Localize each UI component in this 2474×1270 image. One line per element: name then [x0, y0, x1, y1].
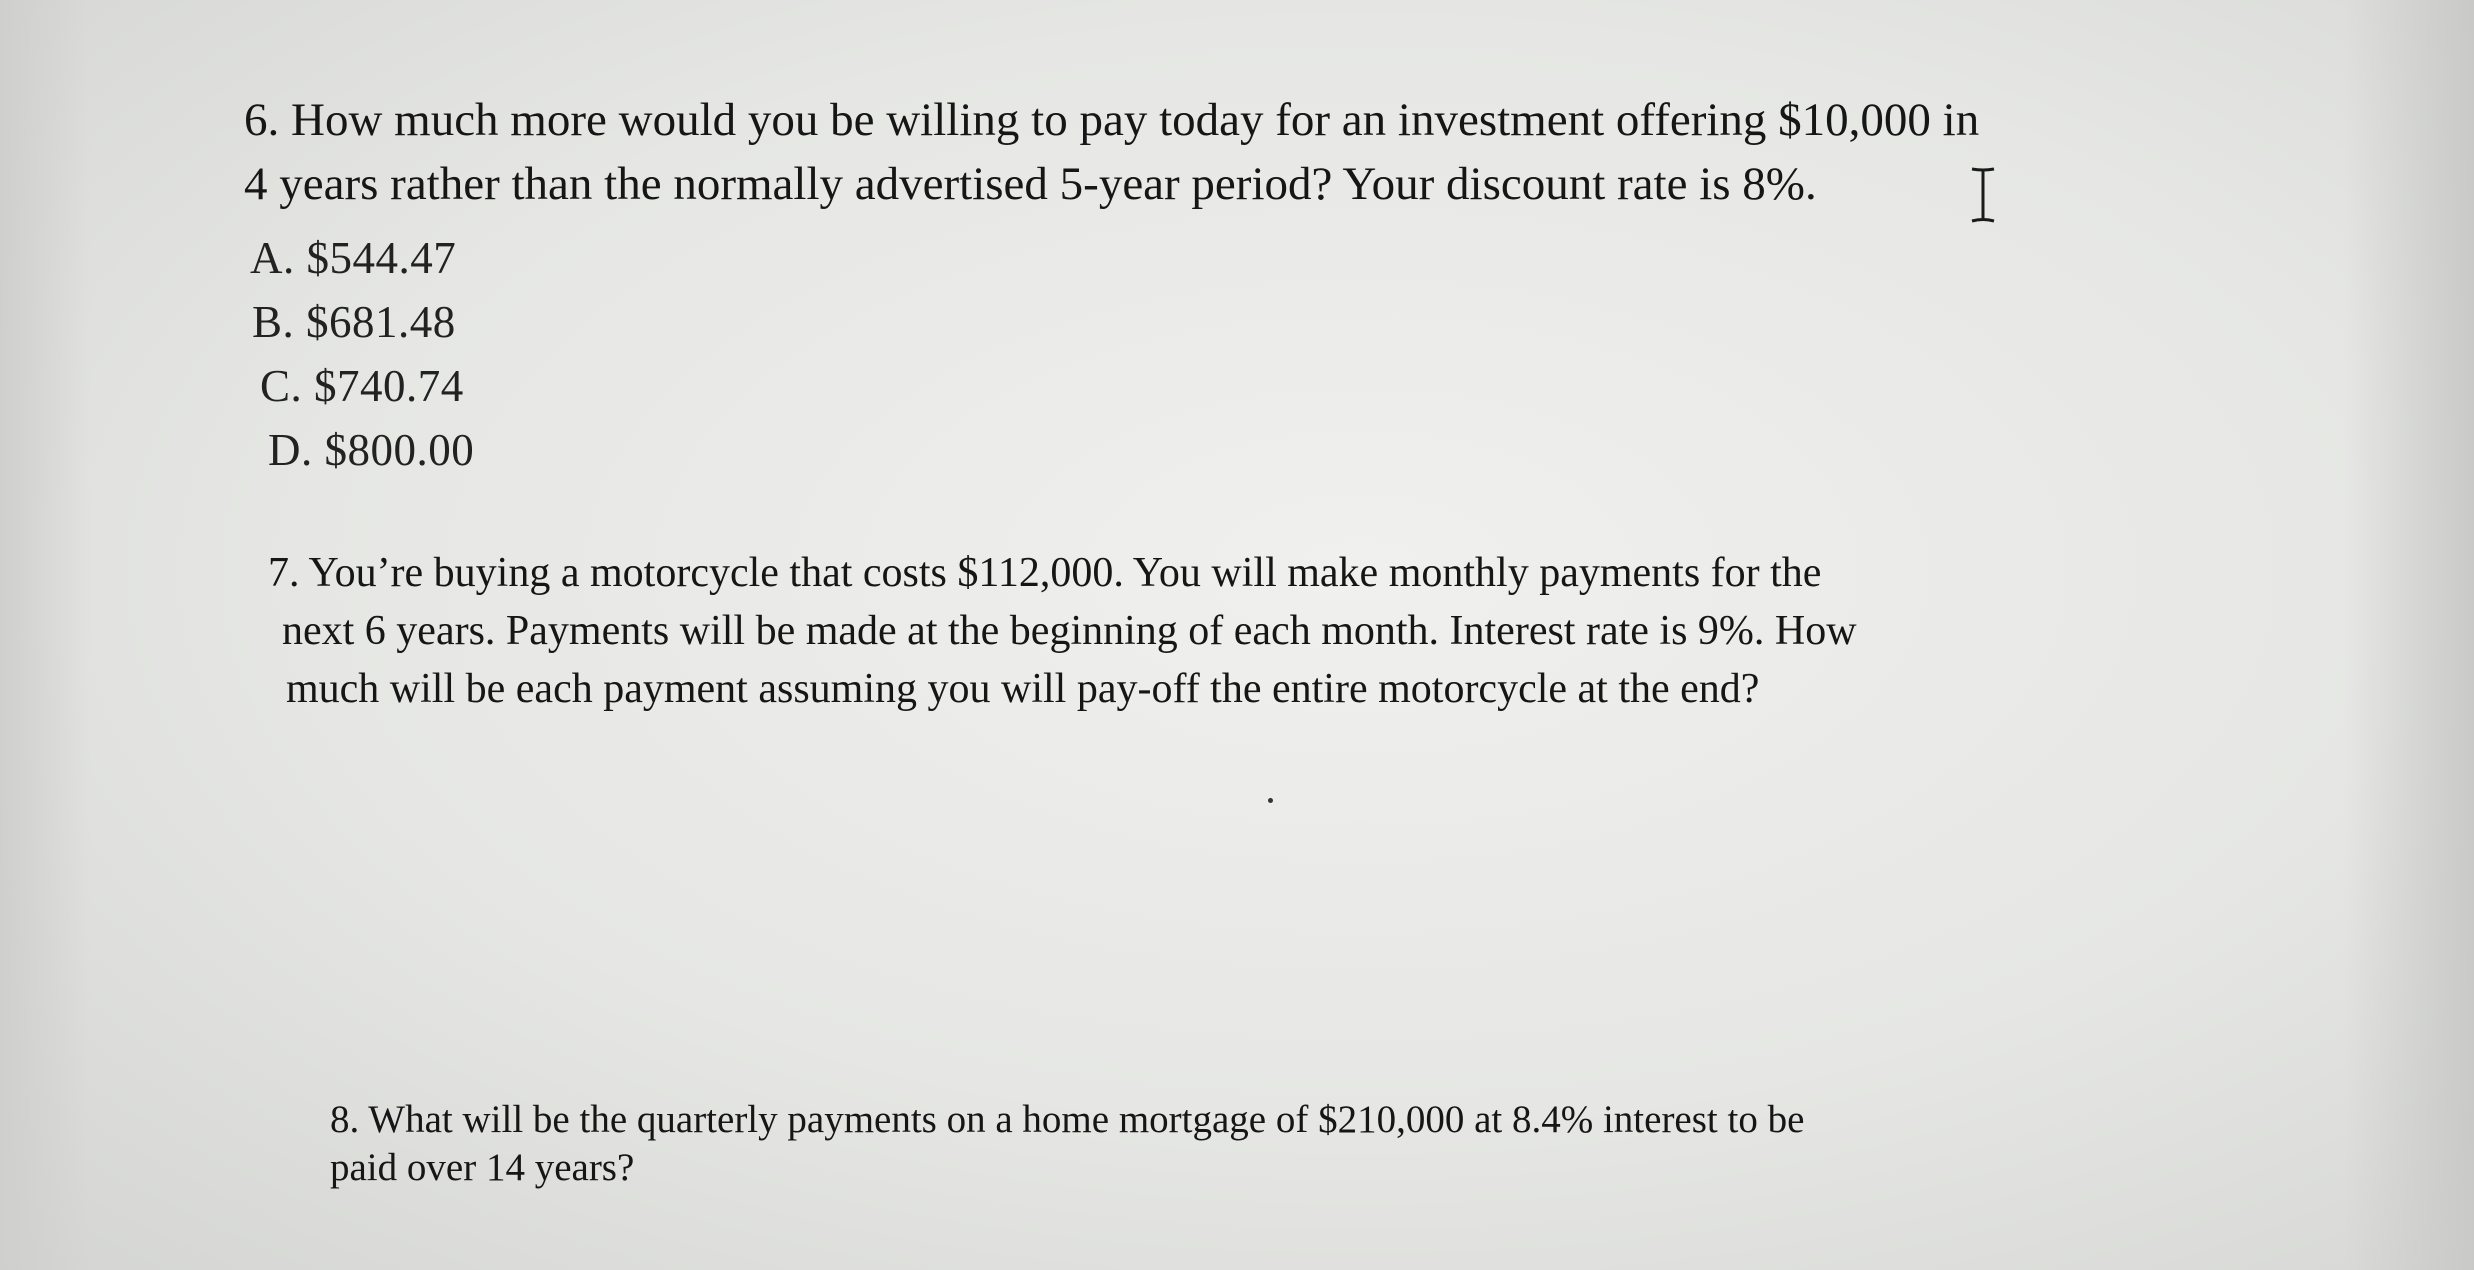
page-edge-right	[2344, 0, 2474, 1270]
text-cursor-icon	[1966, 165, 2000, 225]
option-b: B. $681.48	[252, 297, 456, 347]
question-7-line-1: 7. You’re buying a motorcycle that costs $112,000. You will make monthly payments for the	[268, 550, 1822, 596]
question-7	[268, 544, 2168, 718]
question-6-options	[250, 226, 474, 482]
page-shadow-left	[0, 0, 90, 1270]
option-a: A. $544.47	[250, 233, 457, 283]
option-c: C. $740.74	[260, 361, 464, 411]
question-6-line-2: 4 years rather than the normally advertised 5-year period? Your discount rate is 8%.	[244, 158, 1817, 210]
question-8-line-1: 8. What will be the quarterly payments on a home mortgage of $210,000 at 8.4% interest to be	[330, 1098, 1805, 1141]
question-8	[330, 1096, 2130, 1192]
speck	[1268, 798, 1273, 803]
option-d: D. $800.00	[268, 425, 475, 475]
question-6-line-1: 6. How much more would you be willing to pay today for an investment offering $10,000 in	[244, 94, 1980, 146]
question-8-line-2: paid over 14 years?	[330, 1146, 635, 1189]
question-7-line-2: next 6 years. Payments will be made at the beginning of each month. Interest rate is 9%. How	[282, 608, 1857, 654]
question-7-line-3: much will be each payment assuming you will pay-off the entire motorcycle at the end?	[286, 666, 1760, 712]
